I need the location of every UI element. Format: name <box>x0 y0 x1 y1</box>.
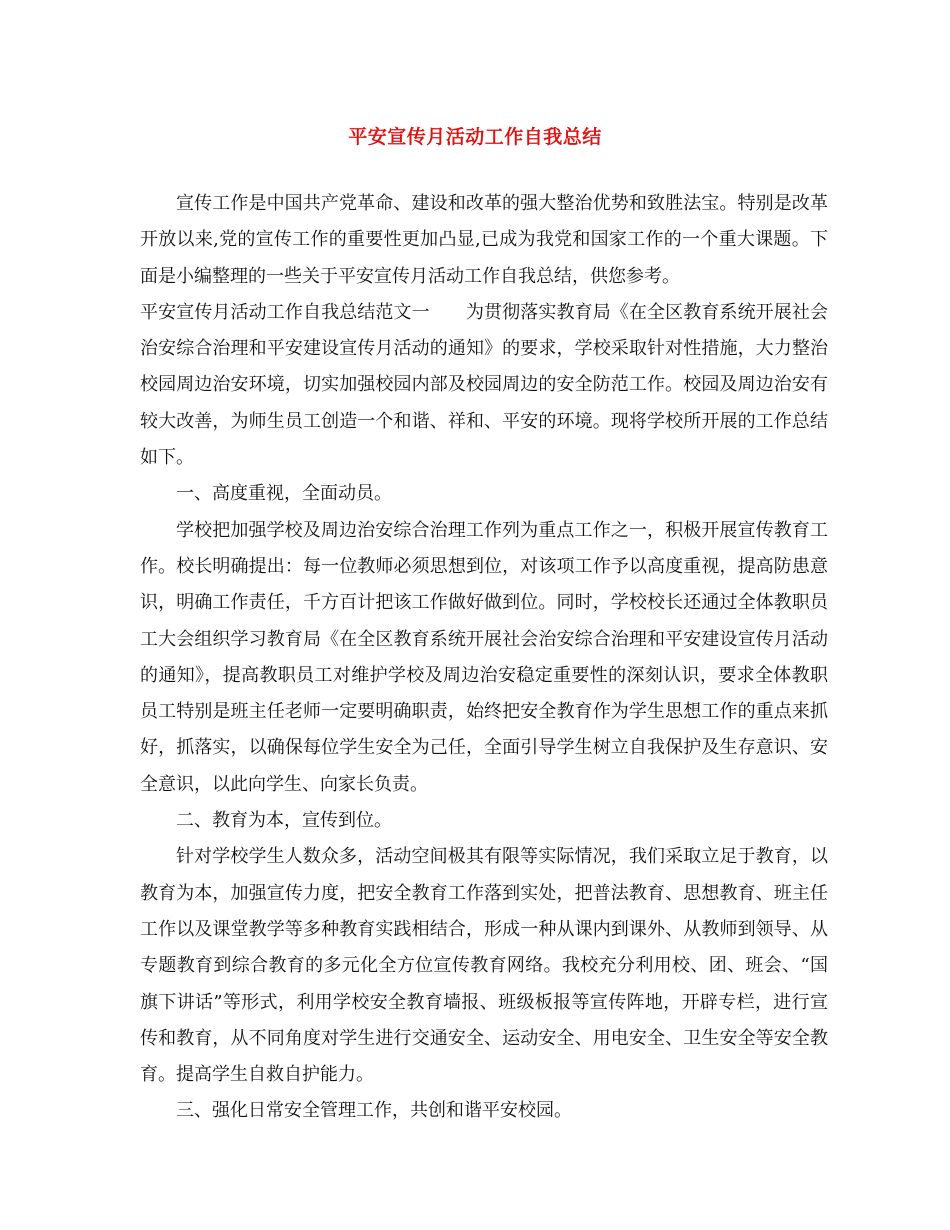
document-body <box>140 186 828 1130</box>
paragraph-sample-one: 平安宣传月活动工作自我总结范文一 为贯彻落实教育局《在全区教育系统开展社会治安综合治理和平安建设宣传月活动的通知》的要求，学校采取针对性措施，大力整治校园周边治安环境，切实加强校园内部及校园周边的安全防范工作。校园及周边治安有较大改善，为师生员工创造一个和谐、祥和、平安的环境。现将学校所开展的工作总结如下。 <box>140 301 828 469</box>
paragraph-intro: 宣传工作是中国共产党革命、建设和改革的强大整治优势和致胜法宝。特别是改革开放以来,党的宣传工作的重要性更加凸显,已成为我党和国家工作的一个重大课题。下面是小编整理的一些关于平安宣传月活动工作自我总结，供您参考。 <box>140 193 828 287</box>
paragraph-section-one: 学校把加强学校及周边治安综合治理工作列为重点工作之一，积极开展宣传教育工作。校长明确提出：每一位教师必须思想到位，对该项工作予以高度重视，提高防患意识，明确工作责任，千方百计把该工作做好做到位。同时，学校校长还通过全体教职员工大会组织学习教育局《在全区教育系统开展社会治安综合治理和平安建设宣传月活动的通知》，提高教职员工对维护学校及周边治安稳定重要性的深刻认识，要求全体教职员工特别是班主任老师一定要明确职责，始终把安全教育作为学生思想工作的重点来抓好，抓落实，以确保每位学生安全为己任，全面引导学生树立自我保护及生存意识、安全意识，以此向学生、向家长负责。 <box>140 519 828 795</box>
section-heading-one: 一、高度重视，全面动员。 <box>176 483 392 505</box>
section-heading-three: 三、强化日常安全管理工作，共创和谐平安校园。 <box>176 1100 572 1122</box>
paragraph-section-two: 针对学校学生人数众多，活动空间极其有限等实际情况，我们采取立足于教育，以教育为本，加强宣传力度，把安全教育工作落到实处，把普法教育、思想教育、班主任工作以及课堂教学等多种教育实践相结合，形成一种从课内到课外、从教师到领导、从专题教育到综合教育的多元化全方位宣传教育网络。我校充分利用校、团、班会、“国旗下讲话”等形式，利用学校安全教育墙报、班级板报等宣传阵地，开辟专栏，进行宣传和教育，从不同角度对学生进行交通安全、运动安全、用电安全、卫生安全等安全教育。提高学生自救自护能力。 <box>140 846 828 1086</box>
document-title: 平安宣传月活动工作自我总结 <box>348 126 602 148</box>
section-heading-two: 二、教育为本，宣传到位。 <box>176 810 392 832</box>
